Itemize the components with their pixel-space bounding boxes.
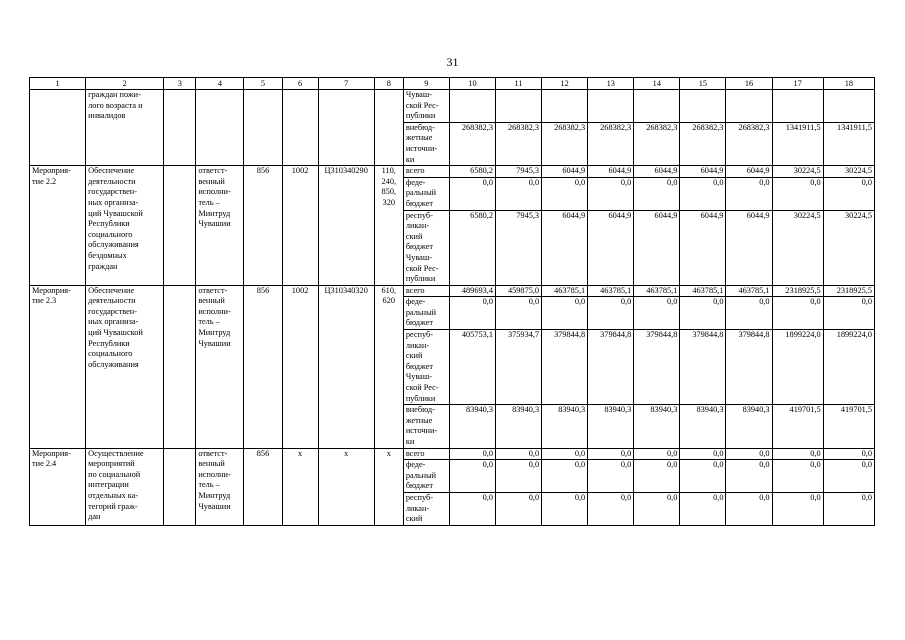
amount-cell: 0,0 [680, 297, 726, 330]
amount-cell: 0,0 [823, 448, 874, 460]
amount-cell: 6044,9 [680, 166, 726, 178]
amount-cell: 6044,9 [542, 210, 588, 285]
amount-cell: 83940,3 [449, 405, 495, 448]
column-header: 4 [196, 78, 244, 90]
amount-cell: 0,0 [680, 492, 726, 525]
amount-cell: 0,0 [449, 297, 495, 330]
amount-cell: 463785,1 [634, 285, 680, 297]
column-header: 5 [244, 78, 282, 90]
amount-cell: 0,0 [542, 448, 588, 460]
event-name: Осуществление мероприятий по социальной интеграции отдельных ка- тегорий граж- дан [86, 448, 164, 525]
column-header: 18 [823, 78, 874, 90]
amount-cell: 7945,3 [496, 166, 542, 178]
column-header: 6 [282, 78, 318, 90]
amount-cell: 6044,9 [680, 210, 726, 285]
amount-cell: 0,0 [449, 460, 495, 493]
amount-cell: 0,0 [542, 177, 588, 210]
amount-cell: 7945,3 [496, 210, 542, 285]
amount-cell: 463785,1 [588, 285, 634, 297]
amount-cell: 6044,9 [726, 210, 772, 285]
amount-cell: 0,0 [823, 460, 874, 493]
amount-cell: 268382,3 [496, 122, 542, 165]
amount-cell: 0,0 [823, 297, 874, 330]
amount-cell: 83940,3 [542, 405, 588, 448]
funding-source: всего [403, 285, 449, 297]
amount-cell: 83940,3 [726, 405, 772, 448]
funding-source: респуб- ликан- ский бюджет Чуваш- ской Рес- публики [403, 330, 449, 405]
amount-cell [726, 90, 772, 123]
amount-cell [496, 90, 542, 123]
amount-cell: 379844,8 [634, 330, 680, 405]
code-cell: x [282, 448, 318, 525]
column-header: 17 [772, 78, 823, 90]
code-cell: 610, 620 [374, 285, 403, 448]
amount-cell: 2318925,5 [823, 285, 874, 297]
amount-cell: 463785,1 [680, 285, 726, 297]
amount-cell: 0,0 [634, 492, 680, 525]
event-number [30, 90, 86, 166]
amount-cell: 0,0 [726, 492, 772, 525]
event-name: граждан пожи- лого возраста и инвалидов [86, 90, 164, 166]
amount-cell: 268382,3 [680, 122, 726, 165]
amount-cell: 0,0 [634, 448, 680, 460]
amount-cell: 0,0 [680, 177, 726, 210]
amount-cell: 6044,9 [588, 210, 634, 285]
amount-cell [634, 90, 680, 123]
event-number: Мероприя- тие 2.2 [30, 166, 86, 286]
amount-cell: 1899224,0 [823, 330, 874, 405]
budget-table [29, 77, 875, 526]
responsible: ответст- венный исполни- тель – Минтруд Чувашии [196, 448, 244, 525]
code-cell: 856 [244, 285, 282, 448]
amount-cell: 0,0 [680, 460, 726, 493]
amount-cell: 6580,2 [449, 210, 495, 285]
code-cell: x [374, 448, 403, 525]
table-row [30, 285, 875, 297]
amount-cell: 0,0 [823, 177, 874, 210]
code-cell: Ц310340320 [318, 285, 374, 448]
column-header: 14 [634, 78, 680, 90]
amount-cell: 463785,1 [726, 285, 772, 297]
col3-cell [164, 166, 196, 286]
amount-cell: 463785,1 [542, 285, 588, 297]
funding-source: Чуваш- ской Рес- публики [403, 90, 449, 123]
amount-cell: 0,0 [588, 460, 634, 493]
amount-cell: 30224,5 [772, 166, 823, 178]
amount-cell: 1341911,5 [823, 122, 874, 165]
amount-cell: 0,0 [449, 177, 495, 210]
column-header: 11 [496, 78, 542, 90]
funding-source: респуб- ликан- ский бюджет Чуваш- ской Рес- публики [403, 210, 449, 285]
amount-cell: 375934,7 [496, 330, 542, 405]
code-cell: 856 [244, 166, 282, 286]
amount-cell [823, 90, 874, 123]
amount-cell: 83940,3 [680, 405, 726, 448]
event-number: Мероприя- тие 2.3 [30, 285, 86, 448]
amount-cell: 0,0 [496, 297, 542, 330]
responsible: ответст- венный исполни- тель – Минтруд Чувашии [196, 166, 244, 286]
funding-source: всего [403, 448, 449, 460]
amount-cell: 0,0 [634, 177, 680, 210]
column-header: 2 [86, 78, 164, 90]
table-row [30, 90, 875, 123]
column-header: 12 [542, 78, 588, 90]
code-cell: 1002 [282, 285, 318, 448]
amount-cell: 0,0 [634, 297, 680, 330]
amount-cell: 268382,3 [449, 122, 495, 165]
code-cell: 856 [244, 448, 282, 525]
code-cell [374, 90, 403, 166]
code-cell [282, 90, 318, 166]
amount-cell: 6044,9 [726, 166, 772, 178]
event-name: Обеспечение деятельности государствен- ных организа- ций Чувашской Республики социального обслуживания бездомных граждан [86, 166, 164, 286]
amount-cell: 0,0 [772, 448, 823, 460]
amount-cell: 268382,3 [726, 122, 772, 165]
amount-cell: 6044,9 [542, 166, 588, 178]
amount-cell: 0,0 [588, 492, 634, 525]
column-header: 15 [680, 78, 726, 90]
column-header: 1 [30, 78, 86, 90]
amount-cell: 0,0 [542, 492, 588, 525]
code-cell [244, 90, 282, 166]
col3-cell [164, 285, 196, 448]
amount-cell [680, 90, 726, 123]
amount-cell: 30224,5 [823, 166, 874, 178]
column-header: 16 [726, 78, 772, 90]
amount-cell: 0,0 [772, 460, 823, 493]
funding-source: внебюд- жетные источни- ки [403, 122, 449, 165]
amount-cell: 0,0 [634, 460, 680, 493]
amount-cell: 0,0 [772, 297, 823, 330]
amount-cell: 379844,8 [542, 330, 588, 405]
amount-cell: 0,0 [449, 448, 495, 460]
amount-cell: 268382,3 [588, 122, 634, 165]
funding-source: всего [403, 166, 449, 178]
amount-cell: 0,0 [772, 492, 823, 525]
table-row [30, 166, 875, 178]
amount-cell: 2318925,5 [772, 285, 823, 297]
amount-cell: 405753,1 [449, 330, 495, 405]
amount-cell: 83940,3 [634, 405, 680, 448]
amount-cell: 268382,3 [542, 122, 588, 165]
table-row [30, 448, 875, 460]
amount-cell: 0,0 [496, 448, 542, 460]
amount-cell: 83940,3 [588, 405, 634, 448]
amount-cell: 0,0 [680, 448, 726, 460]
amount-cell: 459875,0 [496, 285, 542, 297]
funding-source: феде- ральный бюджет [403, 297, 449, 330]
funding-source: феде- ральный бюджет [403, 460, 449, 493]
amount-cell: 0,0 [588, 297, 634, 330]
amount-cell: 6044,9 [588, 166, 634, 178]
amount-cell: 0,0 [726, 297, 772, 330]
code-cell: Ц310340290 [318, 166, 374, 286]
amount-cell: 6044,9 [634, 166, 680, 178]
column-header: 3 [164, 78, 196, 90]
event-name: Обеспечение деятельности государствен- ных организа- ций Чувашской Республики социального обслуживания [86, 285, 164, 448]
column-header: 10 [449, 78, 495, 90]
amount-cell: 379844,8 [588, 330, 634, 405]
code-cell [318, 90, 374, 166]
column-header: 8 [374, 78, 403, 90]
code-cell: 1002 [282, 166, 318, 286]
header-row [30, 78, 875, 90]
amount-cell: 0,0 [772, 177, 823, 210]
amount-cell [449, 90, 495, 123]
amount-cell [588, 90, 634, 123]
amount-cell: 30224,5 [772, 210, 823, 285]
amount-cell: 268382,3 [634, 122, 680, 165]
amount-cell: 0,0 [726, 177, 772, 210]
funding-source: внебюд- жетные источни- ки [403, 405, 449, 448]
amount-cell: 0,0 [542, 460, 588, 493]
amount-cell: 83940,3 [496, 405, 542, 448]
amount-cell: 419701,5 [823, 405, 874, 448]
amount-cell: 0,0 [823, 492, 874, 525]
funding-source: феде- ральный бюджет [403, 177, 449, 210]
amount-cell: 0,0 [542, 297, 588, 330]
code-cell: x [318, 448, 374, 525]
event-number: Мероприя- тие 2.4 [30, 448, 86, 525]
amount-cell: 1341911,5 [772, 122, 823, 165]
table-body [30, 78, 875, 526]
amount-cell: 0,0 [588, 448, 634, 460]
amount-cell: 6580,2 [449, 166, 495, 178]
col3-cell [164, 90, 196, 166]
col3-cell [164, 448, 196, 525]
responsible: ответст- венный исполни- тель – Минтруд Чувашии [196, 285, 244, 448]
amount-cell: 0,0 [496, 492, 542, 525]
amount-cell [772, 90, 823, 123]
amount-cell [542, 90, 588, 123]
amount-cell: 6044,9 [634, 210, 680, 285]
amount-cell: 0,0 [726, 460, 772, 493]
amount-cell: 0,0 [496, 460, 542, 493]
amount-cell: 489693,4 [449, 285, 495, 297]
amount-cell: 0,0 [726, 448, 772, 460]
amount-cell: 1899224,0 [772, 330, 823, 405]
responsible [196, 90, 244, 166]
amount-cell: 379844,8 [726, 330, 772, 405]
amount-cell: 30224,5 [823, 210, 874, 285]
amount-cell: 419701,5 [772, 405, 823, 448]
amount-cell: 379844,8 [680, 330, 726, 405]
column-header: 9 [403, 78, 449, 90]
amount-cell: 0,0 [588, 177, 634, 210]
column-header: 13 [588, 78, 634, 90]
code-cell: 110, 240, 850, 320 [374, 166, 403, 286]
funding-source: респуб- ликан- ский [403, 492, 449, 525]
amount-cell: 0,0 [496, 177, 542, 210]
column-header: 7 [318, 78, 374, 90]
page-number: 31 [446, 55, 459, 69]
amount-cell: 0,0 [449, 492, 495, 525]
